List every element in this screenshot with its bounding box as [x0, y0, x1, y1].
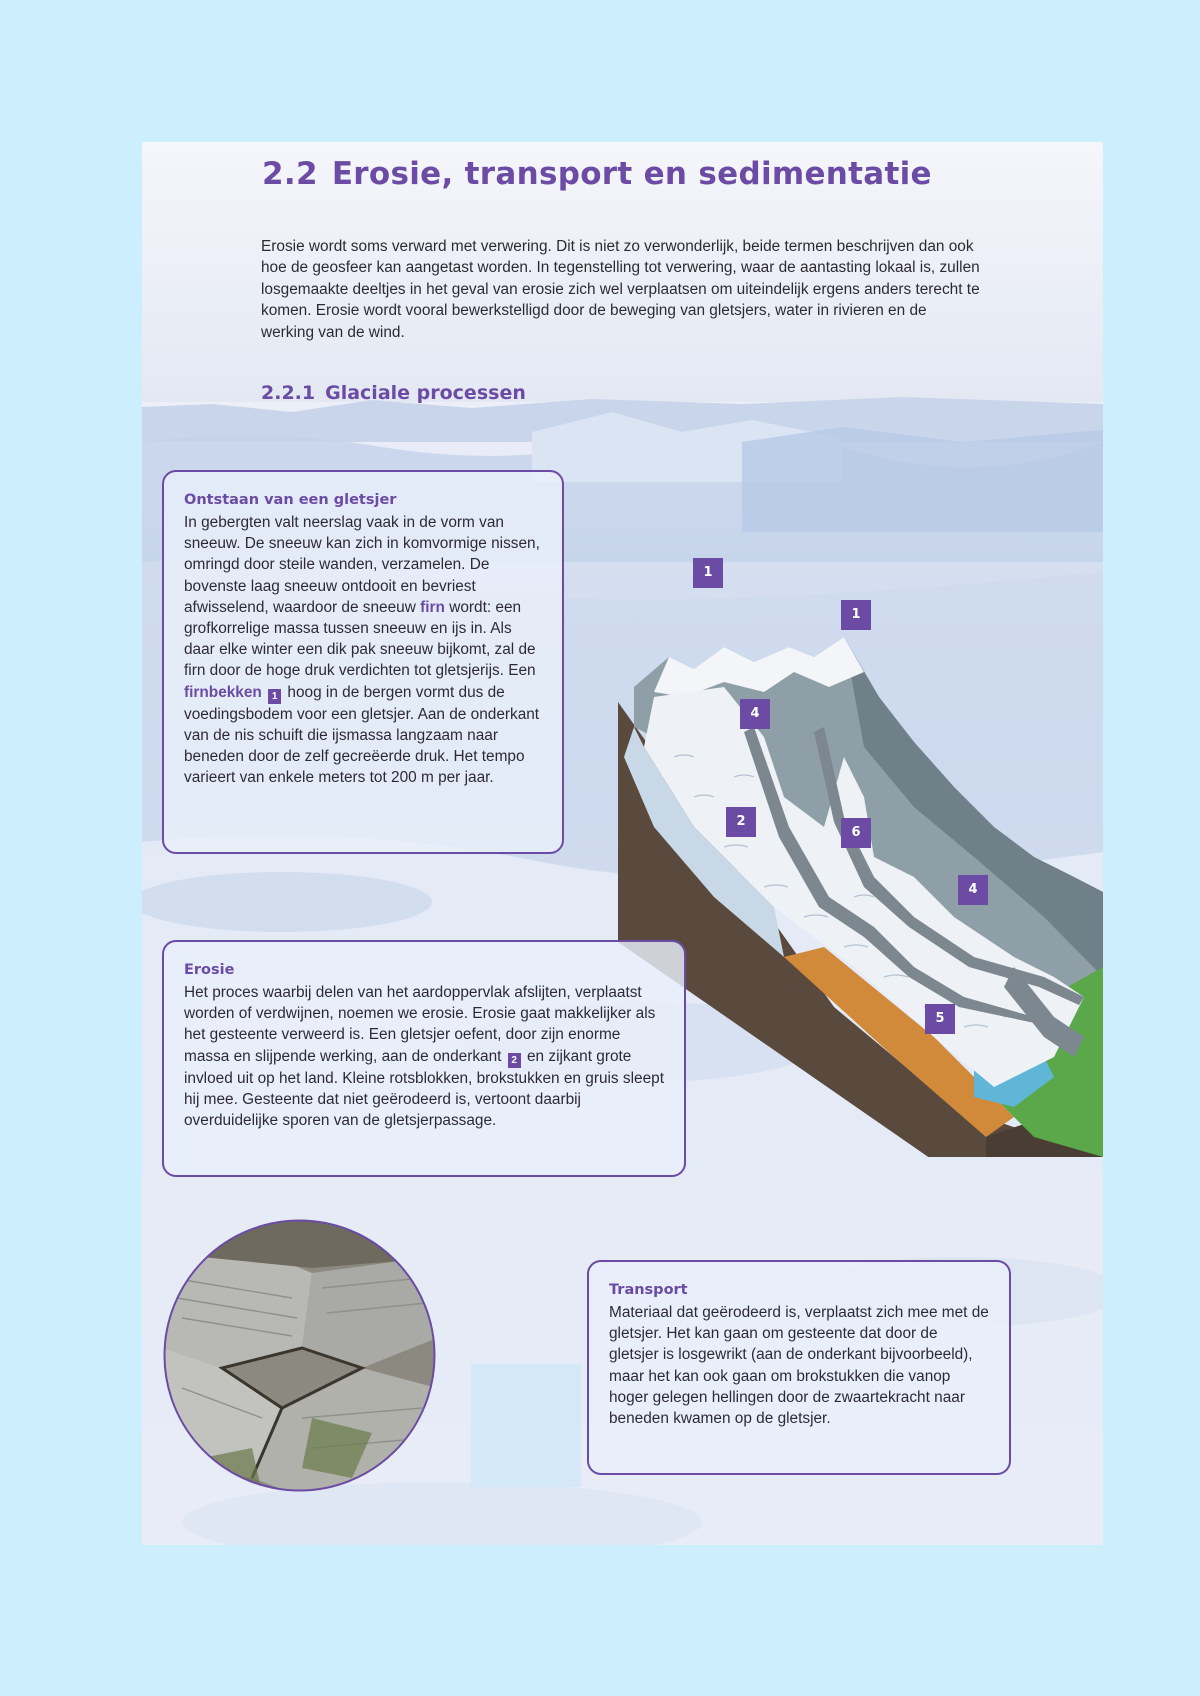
erosie-text-1: Het proces waarbij delen van het aardoppervlak afslijten, verplaatst worden of verdwijnen, noemen we erosie. Erosie gaat makkelijker als het gesteente verweerd is. Een gletsjer oefent, door zijn enorme massa en slijpende werking, aan de onderkant: [184, 984, 656, 1065]
blank-placeholder: [471, 1364, 581, 1487]
box-erosie-heading: Erosie: [184, 962, 235, 978]
section-title: [262, 156, 932, 192]
diagram-label-2: 2: [726, 807, 756, 837]
subsection-title-text: Glaciale processen: [325, 382, 526, 404]
diagram-label-4a: 4: [740, 699, 770, 729]
diagram-label-1a: 1: [693, 558, 723, 588]
subsection-title: [261, 382, 526, 404]
diagram-label-4b: 4: [958, 875, 988, 905]
term-firn: firn: [420, 598, 445, 616]
box-ontstaan-text: [184, 512, 544, 788]
subsection-number: 2.2.1: [261, 382, 316, 404]
ontstaan-text-2: wordt: een grofkorrelige massa tussen sneeuw en ijs in. Als daar elke winter een dik pak sneeuw bijkomt, zal de firn door de hoge druk verdichten tot gletsjerijs. Een: [184, 598, 536, 680]
term-firnbekken: firnbekken: [184, 683, 262, 701]
diagram-label-6: 6: [841, 818, 871, 848]
box-transport-text: Materiaal dat geërodeerd is, verplaatst zich mee met de gletsjer. Het kan gaan om gesteente dat door de gletsjer is losgewrikt (aan de onderkant bijvoorbeeld), maar het kan ook gaan om brokstukken die vanop hoger gelegen hellingen door de zwaartekracht naar beneden kwamen op de gletsjer.: [609, 1304, 989, 1428]
glacial-rock-photo: [162, 1218, 437, 1493]
box-transport-heading: Transport: [609, 1282, 688, 1298]
box-ontstaan-gletsjer: [162, 470, 564, 854]
intro-paragraph: Erosie wordt soms verward met verwering. Dit is niet zo verwonderlijk, beide termen beschrijven dan ook hoe de geosfeer kan aangetast worden. In tegenstelling tot verwering, waar de aantasting lokaal is, zullen losgemaakte deeltjes in het geval van erosie zich wel verplaatsen om uiteindelijk ergens anders terecht te komen. Erosie wordt vooral bewerkstelligd door de beweging van gletsjers, water in rivieren en de werking van de wind.: [261, 238, 980, 341]
ontstaan-text-3: hoog in de bergen vormt dus de voedingsbodem voor een gletsjer. Aan de onderkant van de nis schuift die ijsmassa langzaam naar beneden door de zelf gecreëerde druk. Het tempo varieert van enkele meters tot 200 m per jaar.: [184, 683, 540, 787]
box-erosie: [162, 940, 686, 1177]
box-erosie-text: [184, 982, 666, 1131]
erosie-text-2: en zijkant grote invloed uit op het land. Kleine rotsblokken, brokstukken en gruis sleept hij mee. Gesteente dat niet geërodeerd is, vertoont daarbij overduidelijke sporen van de gletsjerpassage.: [184, 1047, 664, 1130]
marker-1: 1: [268, 689, 281, 704]
section-number: 2.2: [262, 156, 318, 192]
marker-2: 2: [508, 1053, 521, 1068]
diagram-label-5: 5: [925, 1004, 955, 1034]
box-transport: [587, 1260, 1011, 1475]
section-title-text: Erosie, transport en sedimentatie: [331, 156, 932, 192]
diagram-label-1b: 1: [841, 600, 871, 630]
box-ontstaan-heading: Ontstaan van een gletsjer: [184, 492, 397, 508]
ontstaan-text-1: In gebergten valt neerslag vaak in de vorm van sneeuw. De sneeuw kan zich in komvormige nissen, omringd door steile wanden, verzamelen. De bovenste laag sneeuw ontdooit en bevriest afwisselend, waardoor de sneeuw: [184, 514, 540, 616]
textbook-page: [142, 142, 1103, 1545]
